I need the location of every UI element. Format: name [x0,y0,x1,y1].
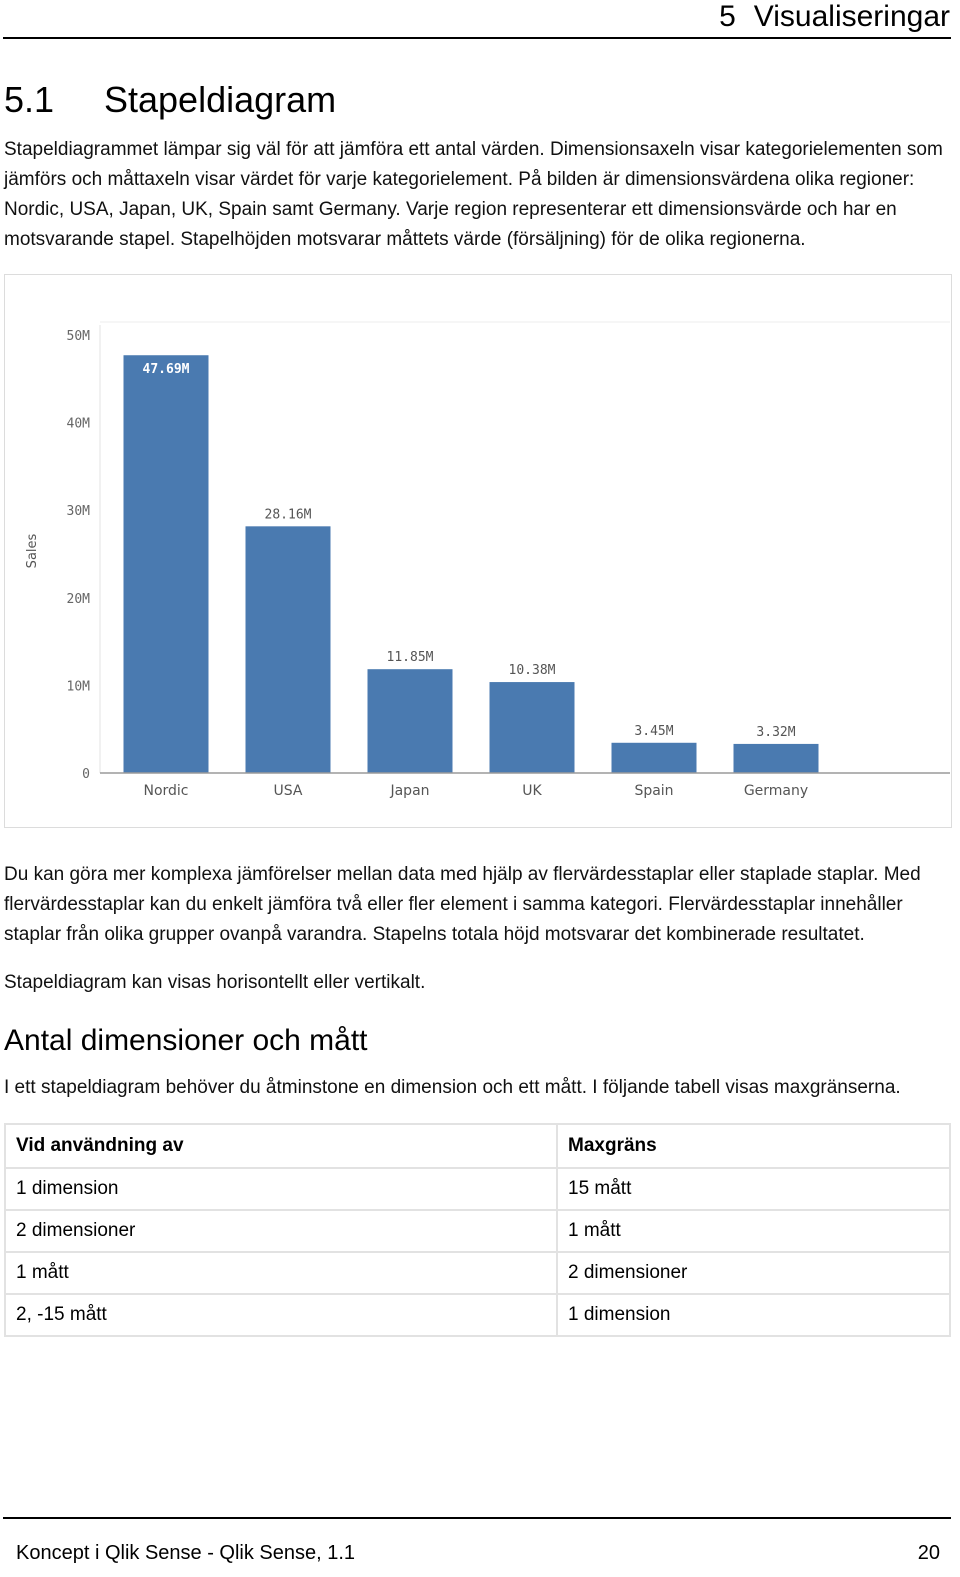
x-tick-label: Nordic [143,783,189,799]
footer-rule [3,1517,951,1519]
table-cell: 1 dimension [557,1294,950,1336]
paragraph-3: Stapeldiagram kan visas horisontellt eller vertikalt. [4,972,426,993]
table-row [5,1210,950,1252]
paragraph-2: Du kan göra mer komplexa jämförelser mellan data med hjälp av flervärdesstaplar eller staplade staplar. Med flervärdesstaplar kan du enkelt jämföra två eller fler element i samma kategori. Flervärdesstaplar innehåller staplar från olika grupper ovanpå varandra. Stapelns totala höjd motsvarar det kombinerade resultatet. [4,864,921,945]
table-cell: 2 dimensioner [557,1252,950,1294]
bar-chart [4,274,952,828]
data-label: 11.85M [386,650,434,666]
table-cell: 1 mått [5,1252,557,1294]
bar [734,744,819,773]
table-header-usage: Vid användning av [5,1124,557,1168]
table-cell: 15 mått [557,1168,950,1210]
chapter-number: 5 [719,0,736,33]
table-cell: 1 dimension [5,1168,557,1210]
table-header-limit: Maxgräns [557,1124,950,1168]
y-tick-label: 0 [82,767,90,782]
section-title-text: Stapeldiagram [104,79,337,120]
x-tick-label: USA [273,783,303,799]
y-axis-title: Sales [25,533,40,569]
table-header-row [5,1124,950,1168]
table-cell: 2 dimensioner [5,1210,557,1252]
data-label: 3.32M [756,724,796,740]
bar [612,743,697,773]
y-tick-label: 30M [66,504,90,520]
footer-title: Koncept i Qlik Sense - Qlik Sense, 1.1 [16,1542,356,1564]
data-label: 47.69M [142,362,190,378]
chapter-title: Visualiseringar [753,0,950,33]
intro-paragraph: Stapeldiagrammet lämpar sig väl för att jämföra ett antal värden. Dimensionsaxeln visar kategorielementen som jämförs och måttaxeln visar värdet för varje kategorielement. På bilden är dimensionsvärdena olika regioner: Nordic, USA, Japan, UK, Spain samt Germany. Varje region representerar ett dimensionsvärde och har en motsvarande stapel. Stapelhöjden motsvarar måttets värde (försäljning) för de olika regionerna. [4,139,943,250]
table-row [5,1294,950,1336]
bar [246,526,331,773]
page-number: 20 [917,1542,940,1564]
data-label: 10.38M [508,663,556,679]
x-tick-label: Germany [743,783,809,799]
table-cell: 1 mått [557,1210,950,1252]
y-tick-label: 40M [66,416,90,432]
section-title [4,80,336,120]
data-label: 28.16M [264,507,312,523]
table-row [5,1252,950,1294]
bar-chart-svg [5,275,953,829]
subsection-title: Antal dimensioner och mått [4,1024,368,1057]
x-tick-label: Japan [390,783,430,799]
x-tick-label: UK [522,783,542,799]
bar [368,669,453,773]
limits-table [4,1123,951,1337]
y-tick-label: 50M [66,329,90,344]
chapter-header [719,0,950,34]
section-number: 5.1 [4,79,55,120]
y-tick-label: 10M [66,679,90,695]
table-row [5,1168,950,1210]
data-label: 3.45M [634,723,674,739]
x-tick-label: Spain [634,783,674,799]
bar [124,355,209,773]
header-rule [3,37,951,39]
y-tick-label: 20M [66,591,90,607]
bar [490,682,575,773]
table-cell: 2, -15 mått [5,1294,557,1336]
paragraph-4: I ett stapeldiagram behöver du åtminstone en dimension och ett mått. I följande tabell visas maxgränserna. [4,1077,901,1098]
